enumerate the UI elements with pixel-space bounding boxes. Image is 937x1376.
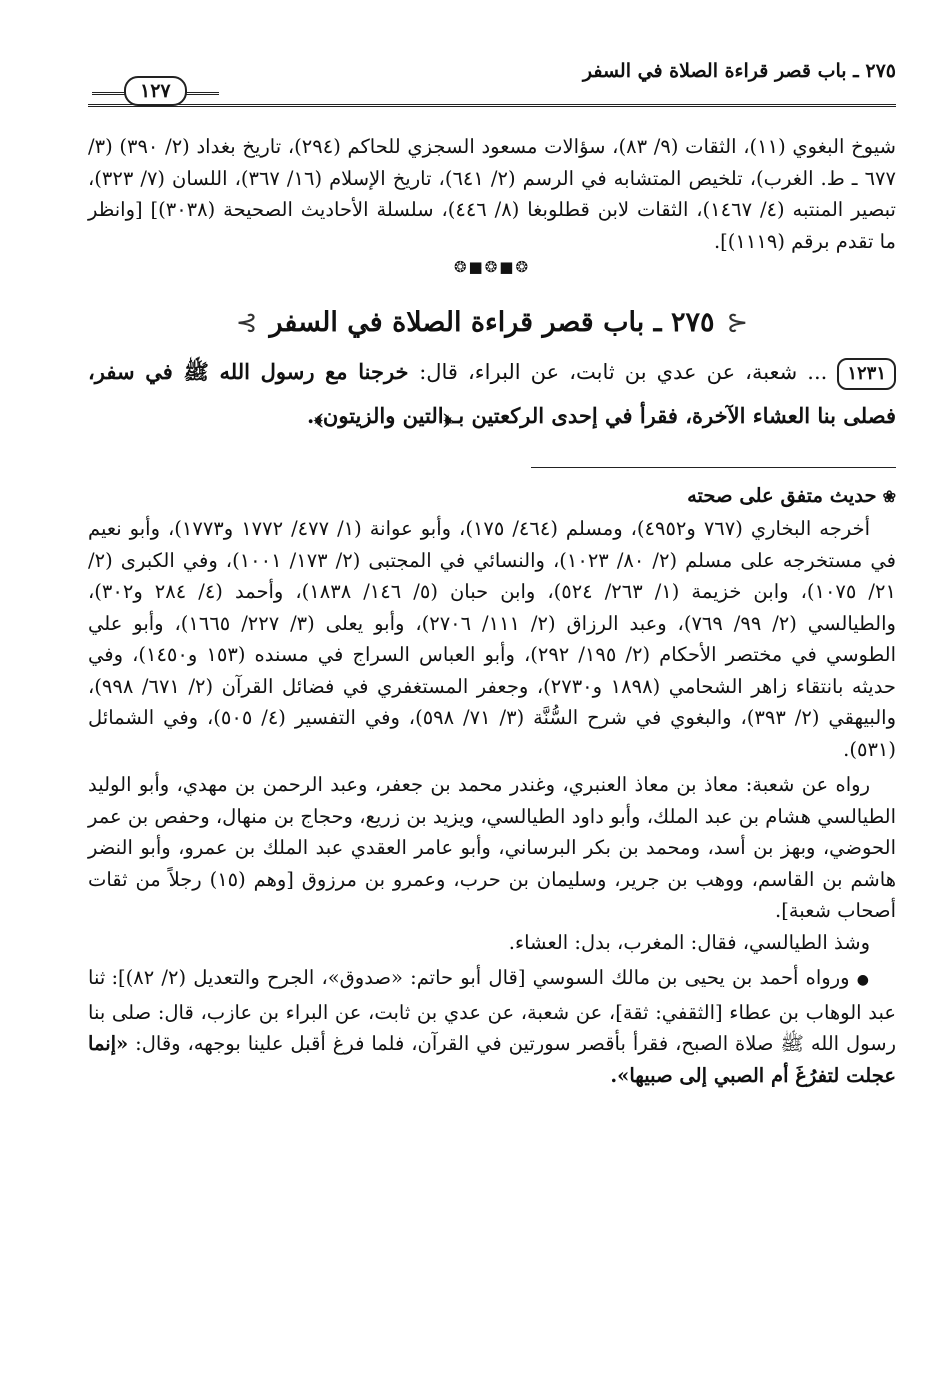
chapter-heading: [88, 307, 896, 338]
hadith-text: [88, 350, 896, 437]
hadith-matn: خرجنا مع رسول الله ﷺ في سفر، فصلى بنا العشاء الآخرة، فقرأ في إحدى الركعتين بـ﴿التين والزيتون﴾.: [88, 359, 896, 428]
hadith-number: ١٢٣١: [837, 358, 896, 390]
section-divider: ❂■❂■❂: [453, 258, 531, 276]
grade-text: حديث متفق على صحته: [687, 484, 877, 507]
last-paragraph: [88, 962, 896, 1091]
narrators-paragraph: رواه عن شعبة: معاذ بن معاذ العنبري، وغندر محمد بن جعفر، وعبد الرحمن بن مهدي، وأبو الوليد الطيالسي هشام بن عبد الملك، وأبو داود الطيالسي، ويزيد بن زريع، وحجاج بن منهال، وحفص بن عمر الحوضي، وبهز بن أسد، ومحمد بن بكر البرساني، وأبو عامر العقدي عبد الملك بن عمرو، وأبو النضر هاشم بن القاسم، ووهب بن جرير، وسليمان بن حرب، وعمرو بن مرزوق [وهم (١٥) رجلاً من ثقات أصحاب شعبة].: [88, 773, 896, 922]
running-header: [88, 52, 896, 107]
chapter-title: ٢٧٥ ـ باب قصر قراءة الصلاة في السفر: [269, 307, 715, 338]
bracket-ornament-icon: ⊰: [726, 307, 749, 338]
last-paragraph-text: ورواه أحمد بن يحيى بن مالك السوسي [قال أبو حاتم: «صدوق»، الجرح والتعديل (٢/ ٨٢)]: ثنا عبد الوهاب بن عطاء [الثقفي: ثقة]، عن شعبة، عن عدي بن ثابت، عن البراء بن عازب، قال: صلى بنا رسول الله ﷺ صلاة الصبح، فقرأ بأقصر سورتين في القرآن، فلما فرغ أقبل علينا بوجهه، وقال:: [88, 966, 897, 1055]
shadh-line: وشذ الطيالسي، فقال: المغرب، بدل: العشاء.: [508, 930, 870, 954]
hadith-grade: [88, 480, 896, 513]
page-number: ١٢٧: [124, 76, 187, 106]
running-title: ٢٧٥ ـ باب قصر قراءة الصلاة في السفر: [582, 60, 896, 82]
page: [88, 52, 896, 1091]
grade-marker-icon: ❀: [882, 487, 896, 506]
takhrij-paragraph: أخرجه البخاري (٧٦٧ و٤٩٥٢)، ومسلم (٤٦٤/ ١٧٥)، وأبو عوانة (١/ ٤٧٧/ ١٧٧٢ و١٧٧٣)، وأبو نعيم في مستخرجه على مسلم (٢/ ٨٠/ ١٠٢٣)، والنسائي في المجتبى (٢/ ١٧٣/ ١٠٠١)، وفي الكبرى (٢/ ٢١/ ١٠٧٥)، وابن خزيمة (١/ ٢٦٣/ ٥٢٤)، وابن حبان (٥/ ١٤٦/ ١٨٣٨)، وأحمد (٤/ ٢٨٤ و٣٠٢)، والطيالسي (٢/ ٩٩/ ٧٦٩)، وعبد الرزاق (٢/ ١١١/ ٢٧٠٦)، وأبو يعلى (٣/ ٢٢٧/ ١٦٦٥)، وأبو علي الطوسي في مختصر الأحكام (٢/ ١٩٥/ ٢٩٢)، وأبو العباس السراج في مسنده (١٥٣ و١٤٥٠)، وفي حديثه بانتقاء زاهر الشحامي (١٨٩٨ و٢٧٣٠)، وجعفر المستغفري في فضائل القرآن (٢/ ٦٧١/ ٩٩٨)، والبيهقي (٢/ ٣٩٣)، والبغوي في شرح السُّنَّة (٣/ ٧١/ ٥٩٨)، وفي التفسير (٤/ ٥٠٥)، وفي الشمائل (٥٣١).: [88, 517, 896, 761]
bullet-icon: ●: [856, 972, 870, 988]
hadith-isnad: ... شعبة، عن عدي بن ثابت، عن البراء، قال:: [419, 360, 828, 384]
top-paragraph: شيوخ البغوي (١١)، الثقات (٩/ ٨٣)، سؤالات مسعود السجزي للحاكم (٢٩٤)، تاريخ بغداد (٢/ ٣٩٠) (٣/ ٦٧٧ ـ ط. الغرب)، تلخيص المتشابه في الرسم (٢/ ٦٤١)، تاريخ الإسلام (١٦/ ٣٦٧)، اللسان (٧/ ٣٢٣)، تبصير المنتبه (٤/ ١٤٦٧)، الثقات لابن قطلوبغا (٨/ ٤٤٦)، سلسلة الأحاديث الصحيحة (٣٠٣٨)] [وانظر ما تقدم برقم (١١١٩)].: [88, 135, 896, 253]
footnote-rule: [531, 467, 896, 468]
prophetic-quote: «إنما عجلت لتفرُغَ أم الصبي إلى صبيها».: [88, 1032, 896, 1087]
bracket-ornament-icon: ⊱: [235, 307, 258, 338]
